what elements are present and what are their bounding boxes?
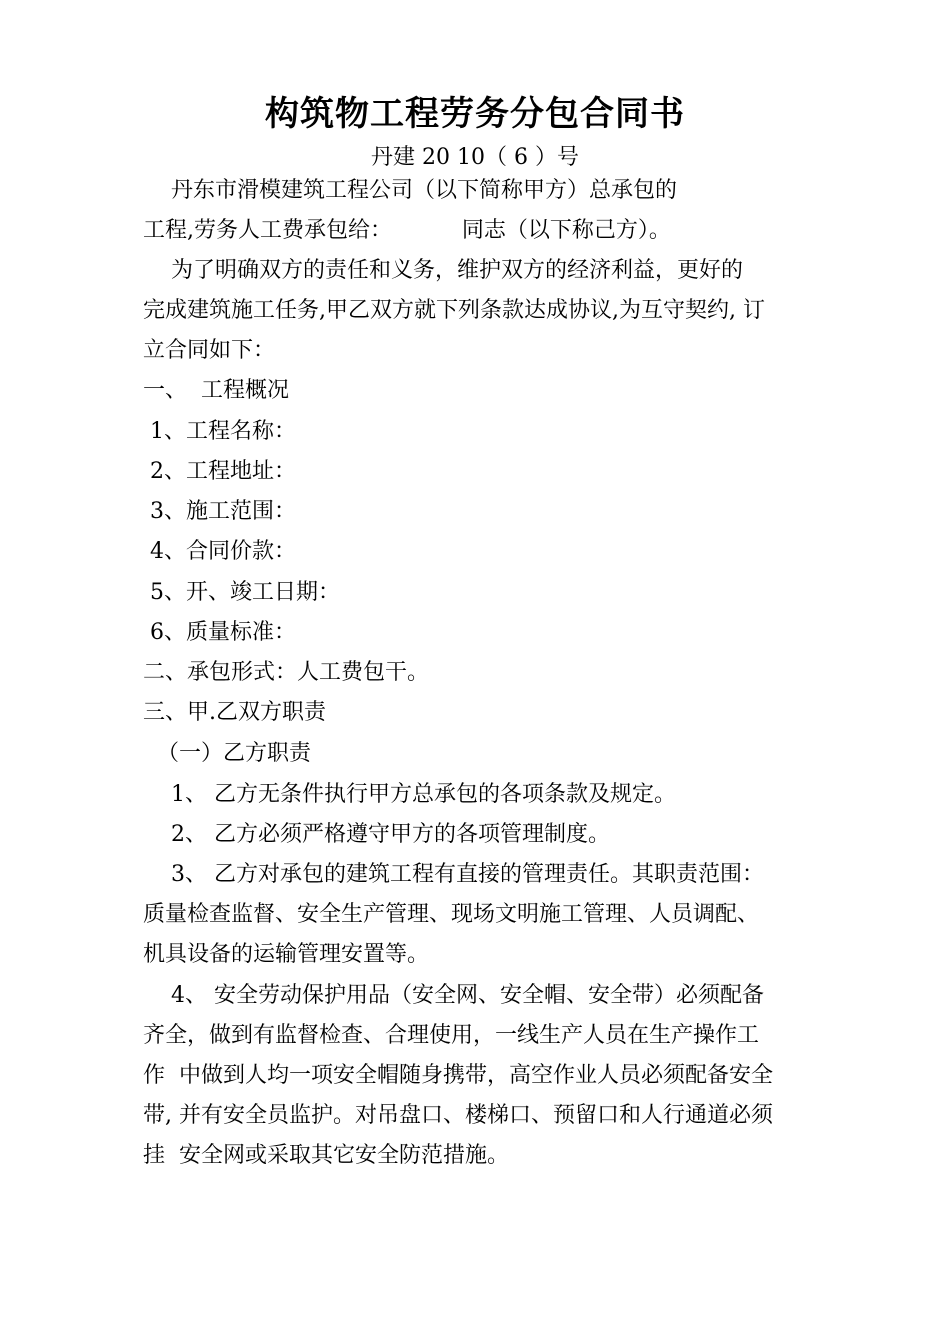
overview-item: 6、质量标准： (143, 620, 296, 645)
document-number: 丹建 20 10（ 6 ）号 (371, 145, 579, 170)
duty-line: 挂 安全网或采取其它安全防范措施。 (143, 1143, 509, 1168)
overview-item: 1、工程名称： (143, 419, 296, 444)
document-title: 构筑物工程劳务分包合同书 (265, 94, 685, 134)
duty-line: 4、 安全劳动保护用品（安全网、安全帽、安全带）必须配备 (143, 983, 764, 1008)
subsection-heading: （一）乙方职责 (143, 741, 311, 766)
overview-item: 4、合同价款： (143, 539, 296, 564)
duty-line: 质量检查监督、安全生产管理、现场文明施工管理、人员调配、 (143, 902, 760, 927)
duty-line: 机具设备的运输管理安置等。 (143, 942, 430, 967)
duty-line: 1、 乙方无条件执行甲方总承包的各项条款及规定。 (143, 782, 676, 807)
overview-item: 3、施工范围： (143, 499, 296, 524)
duty-line: 2、 乙方必须严格遵守甲方的各项管理制度。 (143, 822, 610, 847)
section-heading: 二、承包形式：人工费包干。 (143, 660, 430, 685)
intro-line: 工程,劳务人工费承包给： 同志（以下称己方）。 (143, 218, 671, 243)
purpose-line: 立合同如下： (143, 338, 276, 363)
duty-line: 齐全，做到有监督检查、合理使用，一线生产人员在生产操作工 (143, 1023, 760, 1048)
section-heading: 一、 工程概况 (143, 378, 289, 403)
duty-line: 3、 乙方对承包的建筑工程有直接的管理责任。其职责范围： (143, 862, 764, 887)
overview-item: 5、开、竣工日期： (143, 580, 340, 605)
intro-line: 丹东市滑模建筑工程公司（以下简称甲方）总承包的 (143, 178, 677, 203)
purpose-line: 完成建筑施工任务,甲乙双方就下列条款达成协议,为互守契约, 订 (143, 298, 765, 323)
purpose-line: 为了明确双方的责任和义务，维护双方的经济利益，更好的 (143, 258, 743, 283)
duty-line: 作 中做到人均一项安全帽随身携带，高空作业人员必须配备安全 (143, 1063, 773, 1088)
section-heading: 三、甲.乙双方职责 (143, 700, 326, 725)
overview-item: 2、工程地址： (143, 459, 296, 484)
duty-line: 带, 并有安全员监护。对吊盘口、楼梯口、预留口和人行通道必须 (143, 1103, 773, 1128)
